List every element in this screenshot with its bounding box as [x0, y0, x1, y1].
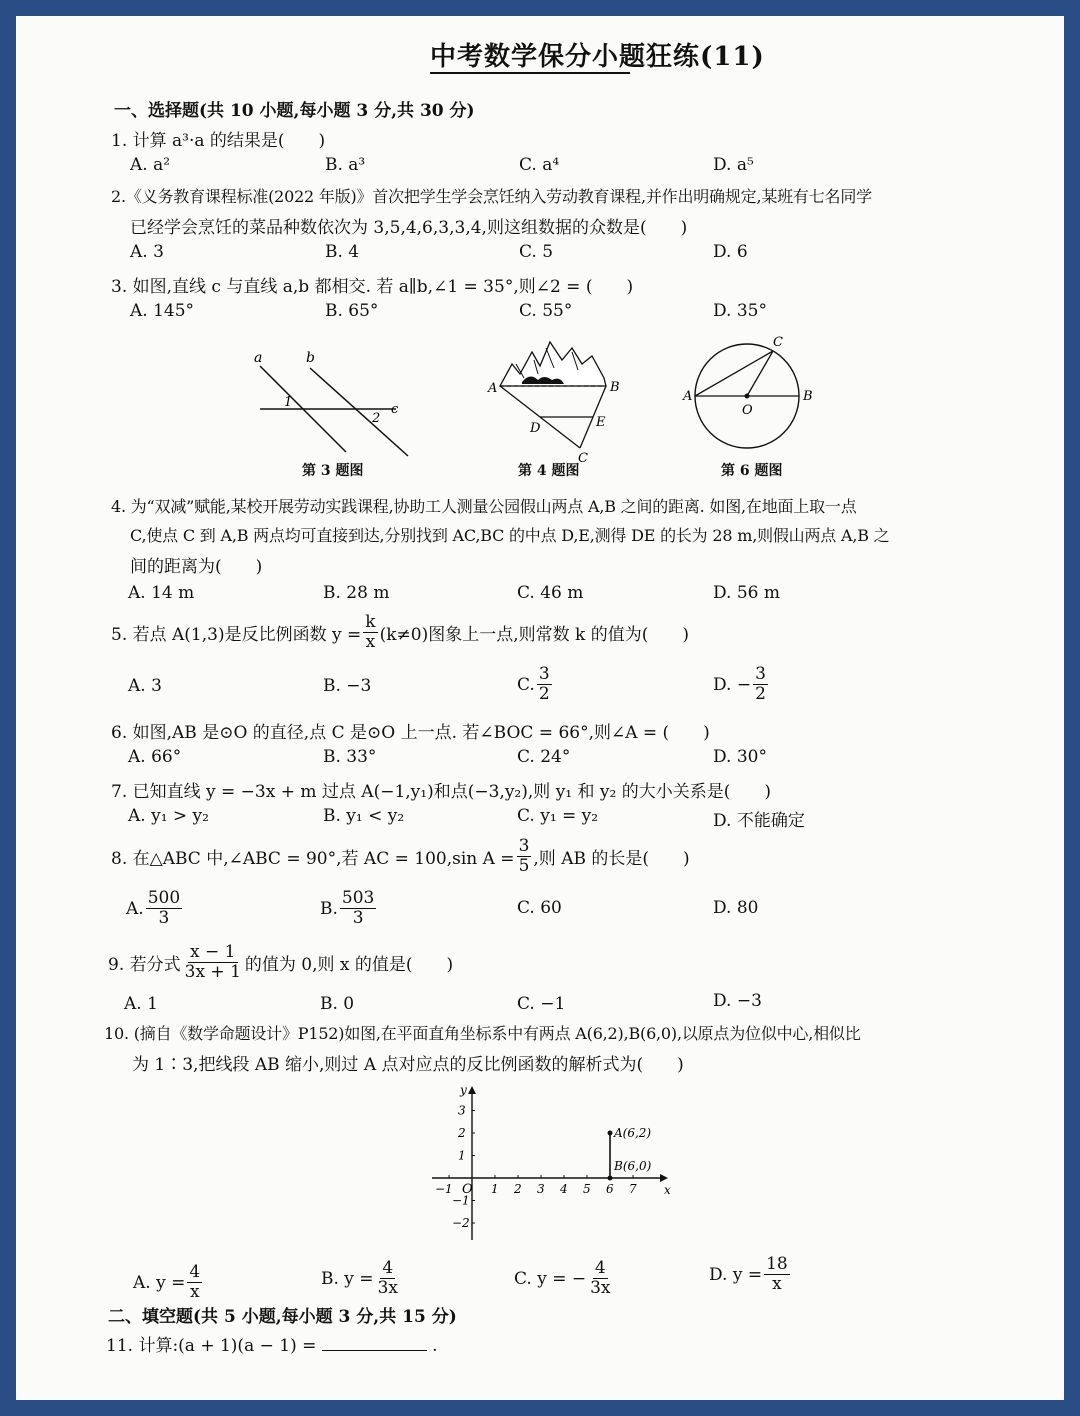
numerator: 3: [755, 664, 766, 684]
q5-option-d-prefix: D. −: [713, 674, 752, 695]
chord-AC: [695, 351, 773, 396]
label-b: b: [306, 350, 315, 366]
q5-option-b: B. −3: [323, 676, 372, 696]
q4-option-d: D. 56 m: [713, 583, 780, 603]
label-a: a: [254, 350, 263, 366]
q9-option-c: C. −1: [517, 994, 566, 1014]
q9-option-d: D. −3: [713, 991, 762, 1011]
y-axis-label: y: [460, 1083, 467, 1097]
label-O: O: [742, 403, 753, 418]
label-E: E: [596, 415, 606, 430]
x-axis-arrow: [660, 1174, 668, 1182]
q10-option-c-prefix: C. y = −: [514, 1268, 587, 1289]
q10-stem-line2: 为 1∶3,把线段 AB 缩小,则过 A 点对应点的反比例函数的解析式为( ): [132, 1055, 684, 1075]
x-tick-label: 7: [629, 1182, 637, 1196]
q1-option-b: B. a³: [325, 155, 366, 175]
y-axis-arrow: [468, 1086, 476, 1094]
section-2-heading: 二、填空题(共 5 小题,每小题 3 分,共 15 分): [108, 1307, 457, 1327]
q4-stem-line1: 4. 为“双减”赋能,某校开展劳动实践课程,协助工人测量公园假山两点 A,B 之间的距离. 如图,在地面上取一点: [111, 497, 857, 516]
q8-option-b: [320, 890, 378, 927]
rockery-mountain: [500, 342, 606, 386]
q1-option-c: C. a⁴: [519, 155, 560, 175]
q5-option-d: [713, 666, 770, 703]
label-C: C: [773, 335, 783, 350]
q11-answer-blank[interactable]: [322, 1350, 427, 1351]
origin-label: O: [462, 1182, 473, 1197]
q5-stem-post: (k≠0)图象上一点,则常数 k 的值为( ): [379, 625, 689, 645]
numerator: 4: [382, 1258, 394, 1278]
denominator: 3: [158, 908, 170, 928]
point-A-label: A(6,2): [614, 1126, 652, 1140]
q5-stem-pre: 5. 若点 A(1,3)是反比例函数 y =: [111, 625, 362, 645]
point-B-label: B(6,0): [614, 1159, 652, 1173]
q10-option-c: [514, 1260, 615, 1297]
fig4-rockery-diagram: [476, 334, 626, 466]
x-tick-label: 4: [560, 1182, 568, 1196]
q10-option-a-fraction: [187, 1264, 202, 1301]
denominator: x: [189, 1282, 200, 1302]
denominator: 3x: [590, 1278, 611, 1298]
q4-option-a: A. 14 m: [128, 583, 195, 603]
q2-option-c: C. 5: [519, 242, 554, 262]
label-A: A: [683, 389, 693, 404]
q8-option-a-prefix: A.: [126, 898, 144, 919]
q10-option-c-fraction: [588, 1260, 612, 1297]
label-C: C: [578, 451, 588, 466]
q2-option-d: D. 6: [713, 242, 748, 262]
y-tick-label: 1: [458, 1148, 466, 1163]
q2-option-a: A. 3: [130, 242, 164, 262]
q5-option-c: [517, 666, 554, 703]
q5-option-a: A. 3: [128, 676, 162, 696]
q5-option-c-fraction: [537, 666, 552, 703]
title-underline: [430, 72, 630, 74]
q5-option-c-prefix: C.: [517, 674, 535, 695]
point-A-dot: [608, 1131, 613, 1136]
q7-option-b: B. y₁ < y₂: [323, 806, 405, 826]
label-B: B: [610, 380, 620, 395]
q8-option-a: [126, 890, 184, 927]
x-tick-label: 2: [514, 1182, 522, 1196]
fig3-parallel-lines: [246, 348, 426, 458]
fig6-circle-diagram: [681, 334, 821, 460]
q9-fraction-numerator: x − 1: [190, 942, 236, 962]
numerator: 4: [189, 1262, 201, 1282]
q10-option-a: [133, 1264, 204, 1301]
q9-stem-post: 的值为 0,则 x 的值是( ): [244, 955, 454, 975]
q9-option-b: B. 0: [320, 994, 355, 1014]
q9-stem-pre: 9. 若分式: [108, 955, 181, 975]
denominator: x: [772, 1274, 782, 1294]
q10-option-d-prefix: D. y =: [709, 1264, 763, 1285]
section-1-heading: 一、选择题(共 10 小题,每小题 3 分,共 30 分): [114, 101, 475, 121]
q2-stem-line2: 已经学会烹饪的菜品种数依次为 3,5,4,6,3,3,4,则这组数据的众数是( ): [130, 218, 688, 238]
q8-fraction-numerator: 3: [518, 836, 530, 856]
q8-option-b-fraction: [340, 890, 376, 927]
label-A: A: [488, 381, 498, 396]
q11-stem-pre: 11. 计算:(a + 1)(a − 1) =: [106, 1336, 317, 1356]
q1-option-a: A. a²: [130, 155, 171, 175]
q8-fraction-denominator: 5: [518, 856, 530, 876]
numerator: 503: [341, 888, 375, 908]
q9-stem: [108, 944, 453, 981]
q3-option-c: C. 55°: [519, 301, 573, 321]
q10-option-d-fraction: [764, 1256, 790, 1293]
x-axis-label: x: [664, 1183, 671, 1197]
numerator: 4: [594, 1258, 606, 1278]
q6-option-c: C. 24°: [517, 747, 571, 767]
q8-option-b-prefix: B.: [320, 898, 338, 919]
x-tick-label: −1: [435, 1182, 453, 1196]
q7-option-d: D. 不能确定: [713, 811, 805, 831]
worksheet-page: [16, 16, 1064, 1400]
q7-option-c: C. y₁ = y₂: [517, 806, 599, 826]
q4-option-c: C. 46 m: [517, 583, 584, 603]
q8-option-a-fraction: [146, 890, 182, 927]
q4-stem-line3: 间的距离为( ): [130, 557, 263, 577]
q6-stem: 6. 如图,AB 是⊙O 的直径,点 C 是⊙O 上一点. 若∠BOC = 66°,则∠A = ( ): [111, 723, 710, 743]
q3-option-b: B. 65°: [325, 301, 379, 321]
angle-2-label: 2: [372, 411, 381, 426]
q7-stem: 7. 已知直线 y = −3x + m 过点 A(−1,y₁)和点(−3,y₂),则 y₁ 和 y₂ 的大小关系是( ): [111, 782, 772, 802]
q9-option-a: A. 1: [124, 994, 158, 1014]
q10-option-b-fraction: [376, 1260, 400, 1297]
q3-option-d: D. 35°: [713, 301, 767, 321]
q10-option-b: [321, 1260, 402, 1297]
q4-option-b: B. 28 m: [323, 583, 390, 603]
x-tick-label: 3: [537, 1182, 545, 1196]
q5-stem: [111, 614, 689, 651]
q10-option-d: [709, 1256, 792, 1293]
q1-stem: 1. 计算 a³·a 的结果是( ): [111, 131, 326, 151]
point-B-dot: [608, 1176, 613, 1181]
q2-stem-line1: 2.《义务教育课程标准(2022 年版)》首次把学生学会烹饪纳入劳动教育课程,并作出明确规定,某班有七名同学: [111, 187, 872, 206]
numerator: 18: [766, 1254, 788, 1274]
q2-option-b: B. 4: [325, 242, 360, 262]
q5-fraction-numerator: k: [365, 612, 376, 632]
page-title: 中考数学保分小题狂练(11): [430, 42, 765, 72]
q8-stem-pre: 8. 在△ABC 中,∠ABC = 90°,若 AC = 100,sin A =: [111, 849, 515, 869]
q10-stem-line1: 10. (摘自《数学命题设计》P152)如图,在平面直角坐标系中有两点 A(6,2),B(6,0),以原点为位似中心,相似比: [104, 1024, 861, 1043]
y-tick-label: −2: [452, 1216, 470, 1230]
label-D: D: [530, 421, 541, 436]
q8-stem: [111, 838, 690, 875]
y-tick-label: 2: [458, 1126, 466, 1140]
q10-option-b-prefix: B. y =: [321, 1268, 374, 1289]
fig6-caption: 第 6 题图: [721, 463, 783, 479]
q6-option-a: A. 66°: [128, 747, 182, 767]
q6-option-b: B. 33°: [323, 747, 377, 767]
x-tick-label: 6: [606, 1182, 614, 1196]
q11-stem: [106, 1331, 438, 1356]
q8-option-d: D. 80: [713, 898, 759, 918]
numerator: 500: [147, 888, 181, 908]
x-tick-label: 1: [491, 1182, 499, 1196]
q5-fraction-denominator: x: [365, 632, 376, 652]
q6-option-d: D. 30°: [713, 747, 767, 767]
denominator: 2: [755, 684, 766, 704]
label-B: B: [803, 389, 813, 404]
y-tick-label: 3: [458, 1103, 466, 1118]
angle-1-label: 1: [284, 395, 293, 410]
q9-fraction: [183, 944, 243, 981]
q8-fraction: [517, 838, 532, 875]
q1-option-d: D. a⁵: [713, 155, 754, 175]
fig10-coordinate-plane: [426, 1082, 676, 1242]
q7-option-a: A. y₁ > y₂: [128, 806, 209, 826]
q11-stem-post: .: [432, 1336, 438, 1356]
numerator: 3: [538, 664, 550, 684]
q8-stem-post: ,则 AB 的长是( ): [533, 849, 690, 869]
fig4-caption: 第 4 题图: [518, 463, 580, 479]
y-tick-label: −1: [452, 1193, 470, 1208]
denominator: 2: [538, 684, 550, 704]
label-c: c: [391, 402, 399, 417]
q5-option-d-fraction: [753, 666, 768, 703]
x-tick-label: 5: [583, 1182, 591, 1196]
q3-stem: 3. 如图,直线 c 与直线 a,b 都相交. 若 a∥b,∠1 = 35°,则∠2 = ( ): [111, 277, 634, 297]
denominator: 3: [352, 908, 364, 928]
q8-option-c: C. 60: [517, 898, 562, 918]
q5-fraction: [363, 614, 377, 651]
fig3-caption: 第 3 题图: [302, 463, 364, 479]
q10-option-a-prefix: A. y =: [133, 1272, 186, 1293]
denominator: 3x: [377, 1278, 398, 1298]
q4-stem-line2: C,使点 C 到 A,B 两点均可直接到达,分别找到 AC,BC 的中点 D,E,测得 DE 的长为 28 m,则假山两点 A,B 之: [130, 526, 890, 545]
q3-option-a: A. 145°: [130, 301, 195, 321]
q9-fraction-denominator: 3x + 1: [184, 962, 241, 982]
center-dot: [745, 394, 750, 399]
